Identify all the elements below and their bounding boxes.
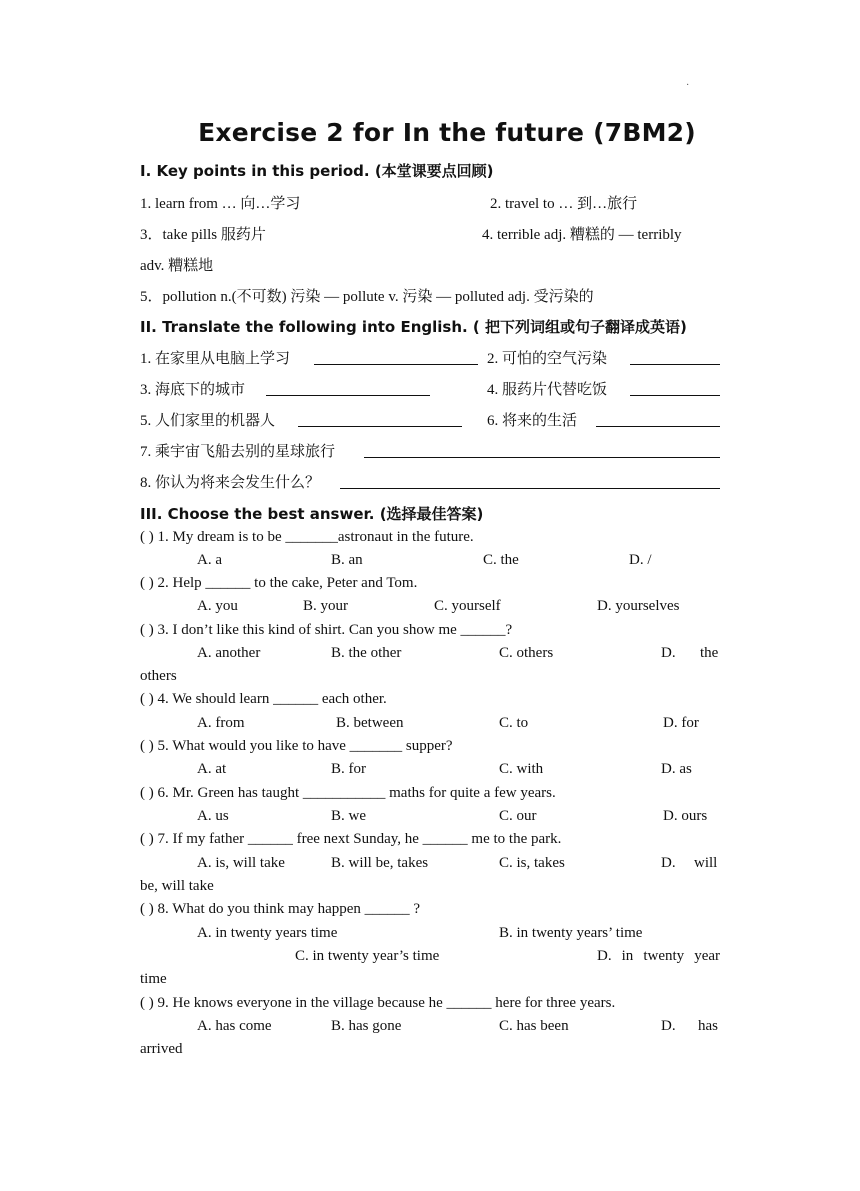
option-c[interactable]: C. with <box>499 761 544 777</box>
option-b[interactable]: B. your <box>303 598 348 614</box>
option-a[interactable]: A. has come <box>197 1018 272 1034</box>
key-point-2: 2. travel to … 到…旅行 <box>490 196 638 212</box>
answer-blank-4[interactable] <box>630 395 720 396</box>
option-d-text: will <box>694 855 718 871</box>
option-d-wrap: others <box>140 668 177 684</box>
option-c[interactable]: C. in twenty year’s time <box>295 948 440 964</box>
question-3: ( ) 3. I don’t like this kind of shirt. Can you show me ______? <box>140 622 513 638</box>
answer-blank-8[interactable] <box>340 488 720 489</box>
answer-blank-2[interactable] <box>630 364 720 365</box>
option-b[interactable]: B. in twenty years’ time <box>499 925 643 941</box>
answer-blank-5[interactable] <box>298 426 462 427</box>
option-b[interactable]: B. between <box>336 715 404 731</box>
translate-item-6: 6. 将来的生活 <box>487 413 578 429</box>
option-d-text: the <box>700 645 719 661</box>
translate-item-5: 5. 人们家里的机器人 <box>140 413 276 429</box>
option-d[interactable]: D. <box>661 855 676 871</box>
option-d[interactable]: D. <box>661 1018 676 1034</box>
option-d-text: has <box>698 1018 718 1034</box>
option-b[interactable]: B. the other <box>331 645 402 661</box>
option-c[interactable]: C. to <box>499 715 529 731</box>
key-point-4-cont: adv. 糟糕地 <box>140 258 214 274</box>
option-d-wrap: time <box>140 971 167 987</box>
section-2-heading: II. Translate the following into English. ( 把下列词组或句子翻译成英语) <box>140 318 687 336</box>
option-a[interactable]: A. from <box>197 715 245 731</box>
section-3-heading: III. Choose the best answer. (选择最佳答案) <box>140 505 484 523</box>
option-d[interactable]: D. ours <box>663 808 708 824</box>
question-2: ( ) 2. Help ______ to the cake, Peter and Tom. <box>140 575 418 591</box>
question-9: ( ) 9. He knows everyone in the village because he ______ here for three years. <box>140 995 616 1011</box>
page-title: Exercise 2 for In the future (7BM2) <box>198 118 696 147</box>
option-a[interactable]: A. is, will take <box>197 855 285 871</box>
option-b[interactable]: B. will be, takes <box>331 855 429 871</box>
option-c[interactable]: C. is, takes <box>499 855 565 871</box>
option-a[interactable]: A. a <box>197 552 222 568</box>
option-b[interactable]: B. an <box>331 552 363 568</box>
option-c[interactable]: C. our <box>499 808 537 824</box>
translate-item-2: 2. 可怕的空气污染 <box>487 351 608 367</box>
option-d[interactable]: D. <box>661 645 676 661</box>
question-1: ( ) 1. My dream is to be _______astronaut in the future. <box>140 529 474 545</box>
option-c[interactable]: C. others <box>499 645 554 661</box>
option-b[interactable]: B. we <box>331 808 366 824</box>
option-a[interactable]: A. another <box>197 645 261 661</box>
option-d-wrap: be, will take <box>140 878 214 894</box>
option-b[interactable]: B. for <box>331 761 366 777</box>
section-1-heading: I. Key points in this period. (本堂课要点回顾) <box>140 162 494 180</box>
translate-item-1: 1. 在家里从电脑上学习 <box>140 351 291 367</box>
key-point-4: 4. terrible adj. 糟糕的 — terribly <box>482 227 682 243</box>
question-8: ( ) 8. What do you think may happen ______ ? <box>140 901 421 917</box>
translate-item-7: 7. 乘宇宙飞船去别的星球旅行 <box>140 444 336 460</box>
question-5: ( ) 5. What would you like to have _______ supper? <box>140 738 453 754</box>
option-d[interactable]: D. as <box>661 761 692 777</box>
option-d-word: twenty <box>643 948 685 964</box>
translate-item-8: 8. 你认为将来会发生什么？ <box>140 475 321 491</box>
option-c[interactable]: C. has been <box>499 1018 569 1034</box>
option-d-word: in <box>621 948 634 964</box>
option-d[interactable]: D. <box>597 948 612 964</box>
translate-item-3: 3. 海底下的城市 <box>140 382 246 398</box>
option-d[interactable]: D. / <box>629 552 652 568</box>
option-b[interactable]: B. has gone <box>331 1018 402 1034</box>
answer-blank-7[interactable] <box>364 457 720 458</box>
option-a[interactable]: A. us <box>197 808 229 824</box>
option-c[interactable]: C. yourself <box>434 598 501 614</box>
answer-blank-3[interactable] <box>266 395 430 396</box>
option-a[interactable]: A. you <box>197 598 238 614</box>
key-point-1: 1. learn from … 向…学习 <box>140 196 301 212</box>
option-d-line[interactable] <box>597 948 720 965</box>
option-d[interactable]: D. yourselves <box>597 598 680 614</box>
option-a[interactable]: A. in twenty years time <box>197 925 338 941</box>
answer-blank-1[interactable] <box>314 364 478 365</box>
option-d-wrap: arrived <box>140 1041 183 1057</box>
page-dot: · <box>686 80 690 91</box>
answer-blank-6[interactable] <box>596 426 720 427</box>
option-d-word: year <box>694 948 720 964</box>
option-d[interactable]: D. for <box>663 715 699 731</box>
option-c[interactable]: C. the <box>483 552 519 568</box>
key-point-3: 3．take pills 服药片 <box>140 227 266 243</box>
question-7: ( ) 7. If my father ______ free next Sunday, he ______ me to the park. <box>140 831 562 847</box>
key-point-5: 5．pollution n.(不可数) 污染 — pollute v. 污染 — polluted adj. 受污染的 <box>140 289 594 305</box>
translate-item-4: 4. 服药片代替吃饭 <box>487 382 608 398</box>
option-a[interactable]: A. at <box>197 761 227 777</box>
question-6: ( ) 6. Mr. Green has taught ___________ maths for quite a few years. <box>140 785 556 801</box>
question-4: ( ) 4. We should learn ______ each other. <box>140 691 387 707</box>
